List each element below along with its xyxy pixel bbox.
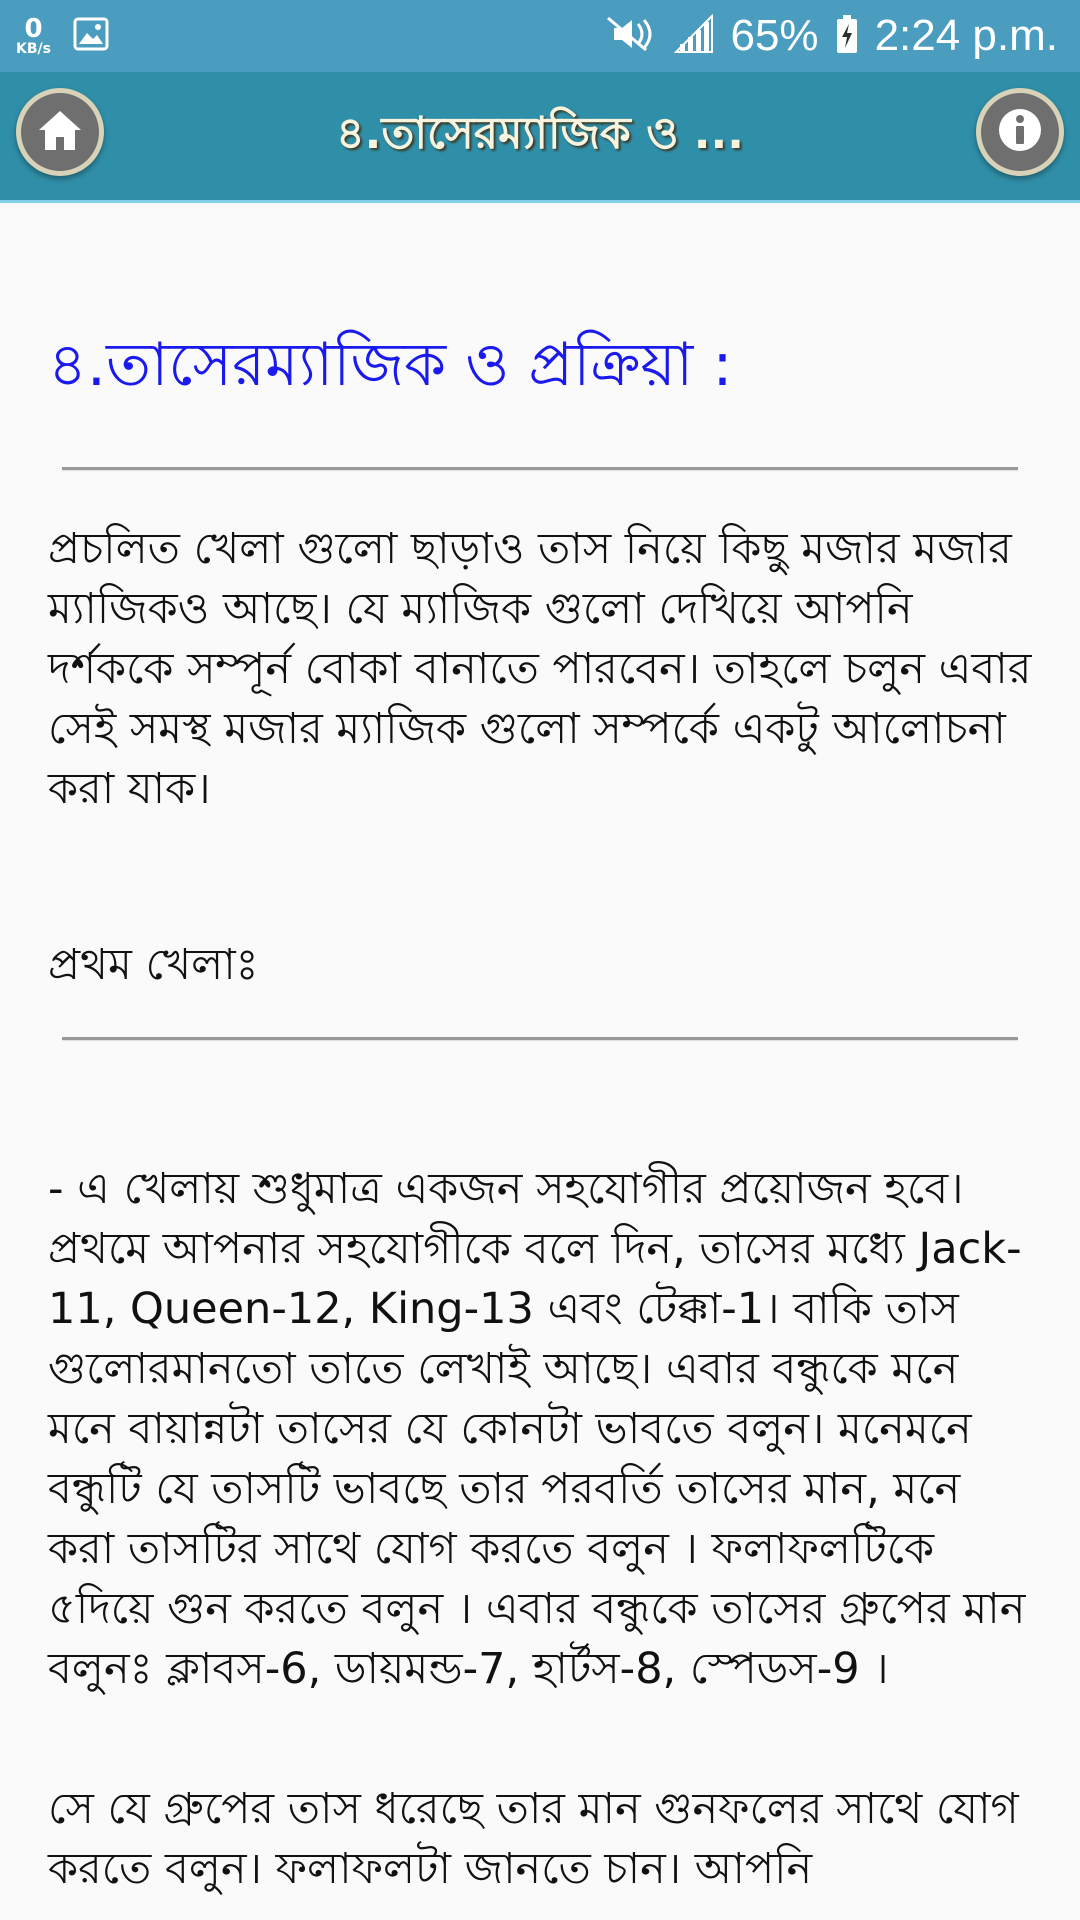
image-icon [73, 17, 109, 55]
article-content [0, 203, 1080, 1920]
info-button[interactable] [976, 88, 1064, 176]
mute-icon [602, 14, 658, 58]
divider [62, 1037, 1018, 1040]
article-heading: ৪.তাসেরম্যাজিক ও প্রক্রিয়া : [48, 330, 733, 400]
data-speed-value: 0 [24, 14, 43, 44]
section-title: প্রথম খেলাঃ [48, 940, 259, 990]
battery-percentage: 65% [730, 11, 819, 60]
body-paragraph: - এ খেলায় শুধুমাত্র একজন সহযোগীর প্রয়োজন হবে। প্রথমে আপনার সহযোগীকে বলে দিন, তাসের মধ্যে Jack-11, Queen-12, King-13 এবং টেক্কা-1। বাকি তাস গুলোরমানতো তাতে লেখাই আছে। এবার বন্ধুকে মনে মনে বায়ান্নটা তাসের যে কোনটা ভাবতে বলুন। মনেমনে বন্ধুটি যে তাসটি ভাবছে তার পরবর্তি তাসের মান, মনে করা তাসটির সাথে যোগ করতে বলুন । ফলাফলটিকে ৫দিয়ে গুন করতে বলুন । এবার বন্ধুকে তাসের গ্রুপের মান বলুনঃ ক্লাবস-6, ডায়মন্ড-7, হার্টস-8, স্পেডস-9 । [48, 1164, 1026, 1694]
data-speed-unit: KB/s [16, 41, 51, 57]
app-bar [0, 72, 1080, 203]
page-title: ৪.তাসেরম্যাজিক ও ... [336, 107, 744, 159]
status-bar-right [602, 0, 1058, 72]
divider [62, 467, 1018, 470]
status-bar-left [16, 8, 109, 64]
status-bar [0, 0, 1080, 72]
home-icon [37, 108, 83, 156]
clock: 2:24 p.m. [874, 11, 1058, 60]
data-speed-indicator [16, 16, 51, 56]
home-button[interactable] [16, 88, 104, 176]
body-paragraph-continued: সে যে গ্রুপের তাস ধরেছে তার মান গুনফলের সাথে যোগ করতে বলুন। ফলাফলটা জানতে চান। আপনি [48, 1784, 1019, 1894]
signal-icon [674, 14, 714, 58]
intro-paragraph: প্রচলিত খেলা গুলো ছাড়াও তাস নিয়ে কিছু মজার মজার ম্যাজিকও আছে। যে ম্যাজিক গুলো দেখিয়ে আপনি দর্শককে সম্পূর্ন বোকা বানাতে পারবেন। তাহলে চলুন এবার সেই সমস্থ মজার ম্যাজিক গুলো সম্পর্কে একটু আলোচনা করা যাক। [48, 524, 1032, 814]
info-icon [997, 107, 1043, 157]
battery-charging-icon [835, 14, 859, 58]
